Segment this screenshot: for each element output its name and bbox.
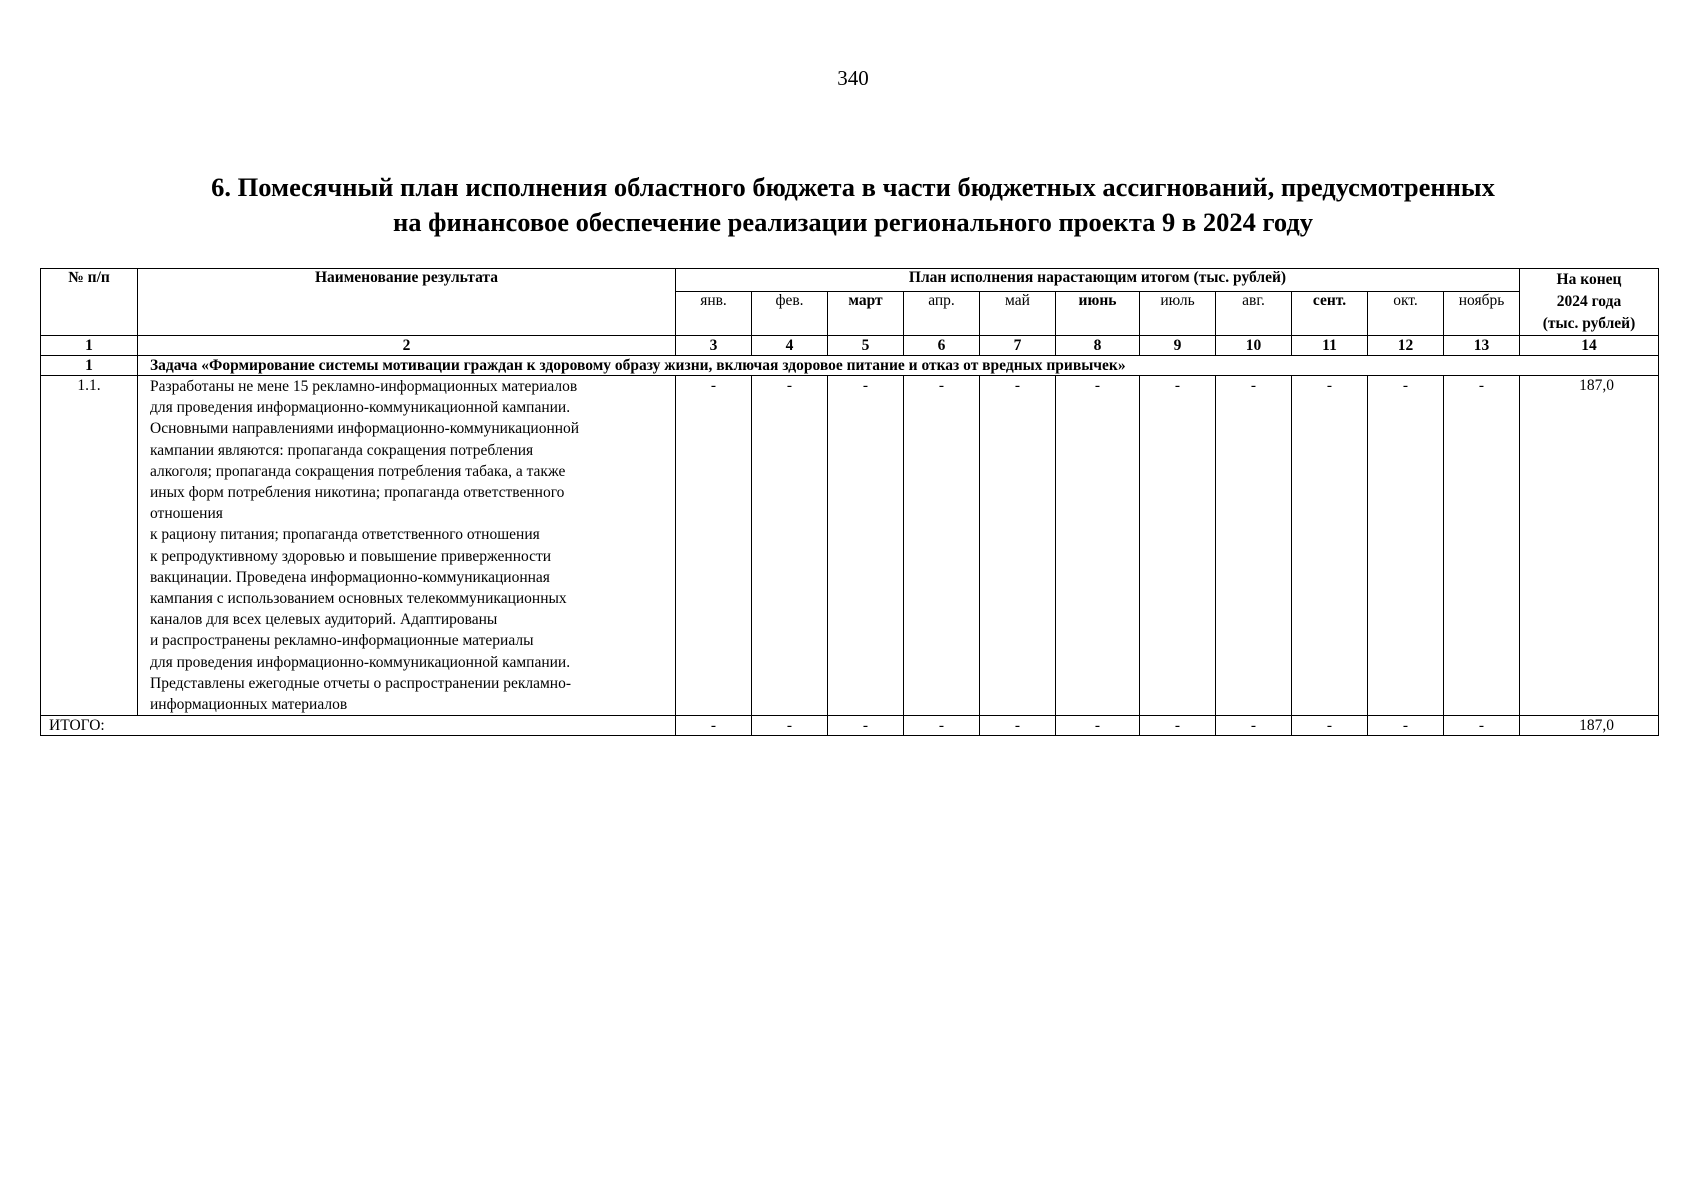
description-line: для проведения информационно-коммуникационной кампании. xyxy=(150,653,571,671)
description-line: иных форм потребления никотина; пропаганда ответственного xyxy=(150,484,565,502)
month-header: сент. xyxy=(1292,292,1368,336)
task-text-value: Задача «Формирование системы мотивации граждан к здоровому образу жизни, включая здоровое питание и отказ от вредных привычек» xyxy=(150,357,1126,374)
month-header: фев. xyxy=(752,292,828,336)
total-month-value: - xyxy=(1444,716,1520,736)
total-month-value: - xyxy=(1140,716,1216,736)
column-number: 3 xyxy=(676,336,752,356)
month-value: - xyxy=(1140,376,1216,716)
description-line: Представлены ежегодные отчеты о распространении рекламно- xyxy=(150,674,571,692)
task-row xyxy=(41,356,1659,376)
description-line: информационных материалов xyxy=(150,696,348,714)
column-number: 11 xyxy=(1292,336,1368,356)
month-value: - xyxy=(752,376,828,716)
header-end-line-1: На конец xyxy=(1556,271,1622,288)
budget-plan-table xyxy=(40,268,1659,736)
column-number: 4 xyxy=(752,336,828,356)
row-total: 187,0 xyxy=(1520,376,1659,716)
total-month-value: - xyxy=(1216,716,1292,736)
grand-total: 187,0 xyxy=(1520,716,1659,736)
column-number: 9 xyxy=(1140,336,1216,356)
month-value: - xyxy=(1056,376,1140,716)
header-end-line-2: 2024 года xyxy=(1556,293,1622,310)
description-line: Основными направлениями информационно-коммуникационной xyxy=(150,420,580,438)
header-num: № п/п xyxy=(41,269,138,336)
total-month-value: - xyxy=(1368,716,1444,736)
column-number-row xyxy=(41,336,1659,356)
description-line: каналов для всех целевых аудиторий. Адаптированы xyxy=(150,611,498,629)
table-row xyxy=(41,376,1659,716)
column-number: 10 xyxy=(1216,336,1292,356)
column-number: 12 xyxy=(1368,336,1444,356)
month-value: - xyxy=(1444,376,1520,716)
total-month-value: - xyxy=(1292,716,1368,736)
total-month-value: - xyxy=(752,716,828,736)
total-month-value: - xyxy=(1056,716,1140,736)
page-title xyxy=(60,170,1646,240)
header-plan: План исполнения нарастающим итогом (тыс. рублей) xyxy=(676,269,1520,292)
header-name: Наименование результата xyxy=(138,269,676,336)
header-end-of-year xyxy=(1520,269,1659,336)
description-line: Разработаны не мене 15 рекламно-информационных материалов xyxy=(150,378,578,395)
month-header: июль xyxy=(1140,292,1216,336)
total-label: ИТОГО: xyxy=(41,716,676,736)
column-number: 1 xyxy=(41,336,138,356)
month-value: - xyxy=(1368,376,1444,716)
month-header: июнь xyxy=(1056,292,1140,336)
column-number: 2 xyxy=(138,336,676,356)
month-header: апр. xyxy=(904,292,980,336)
month-value: - xyxy=(980,376,1056,716)
description-line: отношения xyxy=(150,505,223,523)
description-line: кампания с использованием основных телекоммуникационных xyxy=(150,590,567,608)
column-number: 6 xyxy=(904,336,980,356)
description-line: к рациону питания; пропаганда ответственного отношения xyxy=(150,526,540,544)
total-month-value: - xyxy=(904,716,980,736)
title-line-1: 6. Помесячный план исполнения областного бюджета в части бюджетных ассигнований, предусмотренных xyxy=(211,172,1495,202)
column-number: 8 xyxy=(1056,336,1140,356)
description-line: и распространены рекламно-информационные материалы xyxy=(150,632,534,650)
column-number: 5 xyxy=(828,336,904,356)
total-month-value: - xyxy=(980,716,1056,736)
description-line: алкоголя; пропаганда сокращения потребления табака, а также xyxy=(150,462,566,480)
description-line: вакцинации. Проведена информационно-коммуникационная xyxy=(150,568,550,586)
task-num: 1 xyxy=(41,356,138,376)
month-value: - xyxy=(1216,376,1292,716)
column-number: 14 xyxy=(1520,336,1659,356)
description-line: кампании являются: пропаганда сокращения потребления xyxy=(150,441,534,459)
result-description xyxy=(138,376,676,716)
month-value: - xyxy=(904,376,980,716)
month-header: авг. xyxy=(1216,292,1292,336)
task-text xyxy=(138,356,1659,376)
page-number: 340 xyxy=(837,66,869,90)
header-end-line-3: (тыс. рублей) xyxy=(1542,315,1636,332)
month-header: март xyxy=(828,292,904,336)
month-value: - xyxy=(828,376,904,716)
column-number: 7 xyxy=(980,336,1056,356)
description-line: для проведения информационно-коммуникационной кампании. xyxy=(150,399,571,417)
total-month-value: - xyxy=(828,716,904,736)
month-header: май xyxy=(980,292,1056,336)
total-month-value: - xyxy=(676,716,752,736)
description-line: к репродуктивному здоровью и повышение приверженности xyxy=(150,547,552,565)
month-value: - xyxy=(676,376,752,716)
header-row-1 xyxy=(41,269,1659,292)
month-value: - xyxy=(1292,376,1368,716)
row-num: 1.1. xyxy=(41,376,138,716)
month-header: ноябрь xyxy=(1444,292,1520,336)
total-row xyxy=(41,716,1659,736)
month-header: окт. xyxy=(1368,292,1444,336)
title-line-2: на финансовое обеспечение реализации регионального проекта 9 в 2024 году xyxy=(392,207,1313,237)
month-header: янв. xyxy=(676,292,752,336)
column-number: 13 xyxy=(1444,336,1520,356)
